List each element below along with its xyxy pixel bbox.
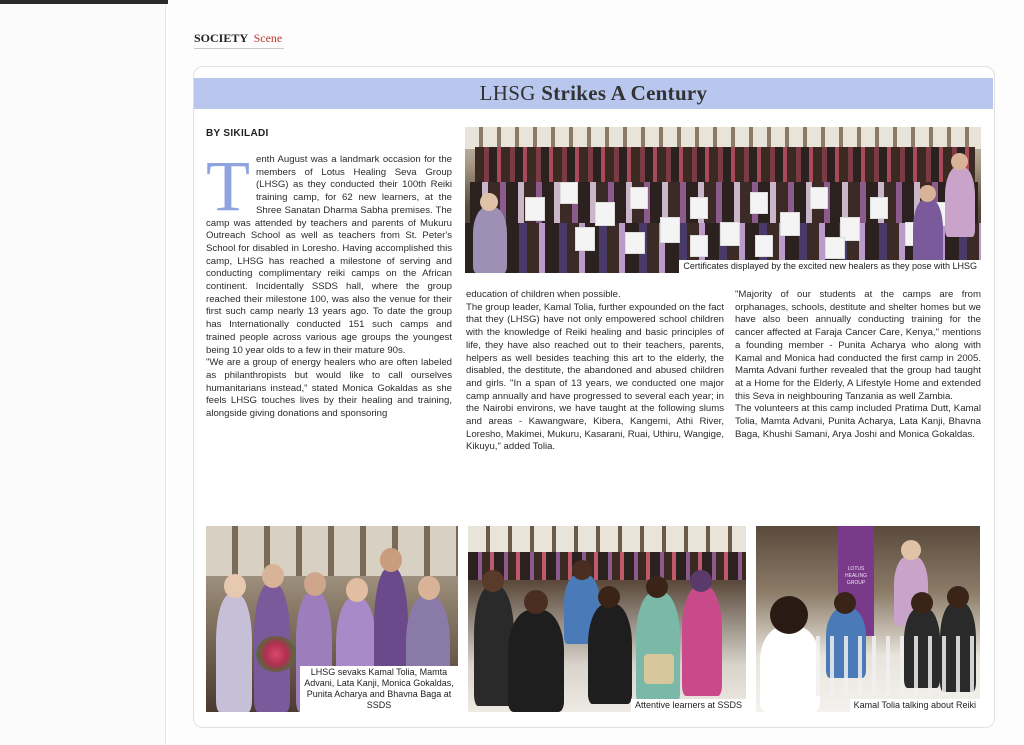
- sevaks-photo: [206, 526, 458, 712]
- main-group-photo: [465, 127, 981, 273]
- learners-photo: [468, 526, 746, 712]
- main-photo-caption: Certificates displayed by the excited new healers as they pose with LHSG: [679, 260, 981, 273]
- scan-edge-shadow: [0, 0, 170, 4]
- banner-text: LOTUS HEALING GROUP: [845, 566, 867, 586]
- sevaks-photo-caption: LHSG sevaks Kamal Tolia, Mamta Advani, Lata Kanji, Monica Gokaldas, Punita Acharya and Bhavna Baga at SSDS: [300, 666, 458, 712]
- kamal-photo-caption: Kamal Tolia talking about Reiki: [850, 699, 980, 712]
- section-sub: Scene: [253, 31, 283, 45]
- kamal-talking-photo: [756, 526, 980, 712]
- section-name: SOCIETY: [194, 31, 248, 45]
- col3-paragraph-2: The volunteers at this camp included Pratima Dutt, Kamal Tolia, Mamta Advani, Punita Acharya, Lata Kanji, Bhavna Baga, Khushi Samani, Arya Joshi and Monica Gokaldas.: [735, 403, 981, 440]
- section-label: [194, 31, 284, 49]
- col3-paragraph-1: "Majority of our students at the camps are from orphanages, schools, destitute and shelter homes but we have also been annually conducting training for the cancer affected at Faraja Cancer Care, Kenya," mentions a founding member - Punita Acharya who along with Kamal and Monica had conducted the first camp in 2005. Mamta Advani further revealed that the group had taught at a Home for the Elderly, A Lifestyle Home and extended this Seva in neighbouring Tanzania as well Zambia.: [735, 289, 981, 402]
- article-title-bold: Strikes A Century: [541, 81, 708, 105]
- article-column-1: [206, 146, 452, 421]
- byline: BY SIKILADI: [206, 128, 269, 139]
- article-title: [480, 81, 708, 106]
- article-column-3: [735, 289, 981, 441]
- learners-photo-caption: Attentive learners at SSDS: [631, 699, 746, 712]
- col1-paragraph-1: enth August was a landmark occasion for the members of Lotus Healing Seva Group (LHSG) as they conducted their 100th Reiki training camp, for 62 new learners, at the Shree Sanatan Dharma Sabha premises. The camp was attended by teachers and parents of Mukuru Outreach School as well as teachers from St. Peter's School for disabled in Loresho. Having accomplished this camp, LHSG has reached a milestone of serving and conducting complimentary reiki camps on the African continent. Incidentally SSDS hall, where the group reached their milestone 100, was also the venue for their first such camp nearly 13 years ago. To date the group has Internationally conducted 151 such camps and trained people across various age groups the youngest being 10 year olds to a few in their mature 90s.: [206, 154, 452, 356]
- col1-paragraph-2: "We are a group of energy healers who are often labeled as philanthropists but would like to call ourselves humanitarians instead," stated Monica Gokaldas as she feels LHSG touches lives by their healing and training, alongside giving donations and sponsoring: [206, 357, 452, 420]
- article-column-2: [466, 289, 724, 454]
- col2-paragraph-2: The group leader, Kamal Tolia, further expounded on the fact that they (LHSG) have not only empowered school children with the knowledge of Reiki healing and basic principles of life, they have also reached out to their teachers, parents, helpers as well besides teaching this art to the elderly, the disabled, the destitute, the abandoned and abused children and girls. "In a span of 13 years, we conducted one major camp annually and have progressed to several each year; in the Nairobi environs, we have taught at the following slums and areas - Kawangware, Kibera, Kangemi, Athi River, Loresho, Makimei, Mukuru, Kasarani, Ruai, Uthiru, Wangige, Kikuyu," added Tolia.: [466, 301, 724, 453]
- drop-cap: T: [206, 146, 250, 226]
- title-band: [194, 78, 993, 109]
- adjacent-page-strip: [0, 0, 166, 745]
- col2-paragraph-1: education of children when possible.: [466, 289, 621, 300]
- article-title-light: LHSG: [479, 81, 536, 105]
